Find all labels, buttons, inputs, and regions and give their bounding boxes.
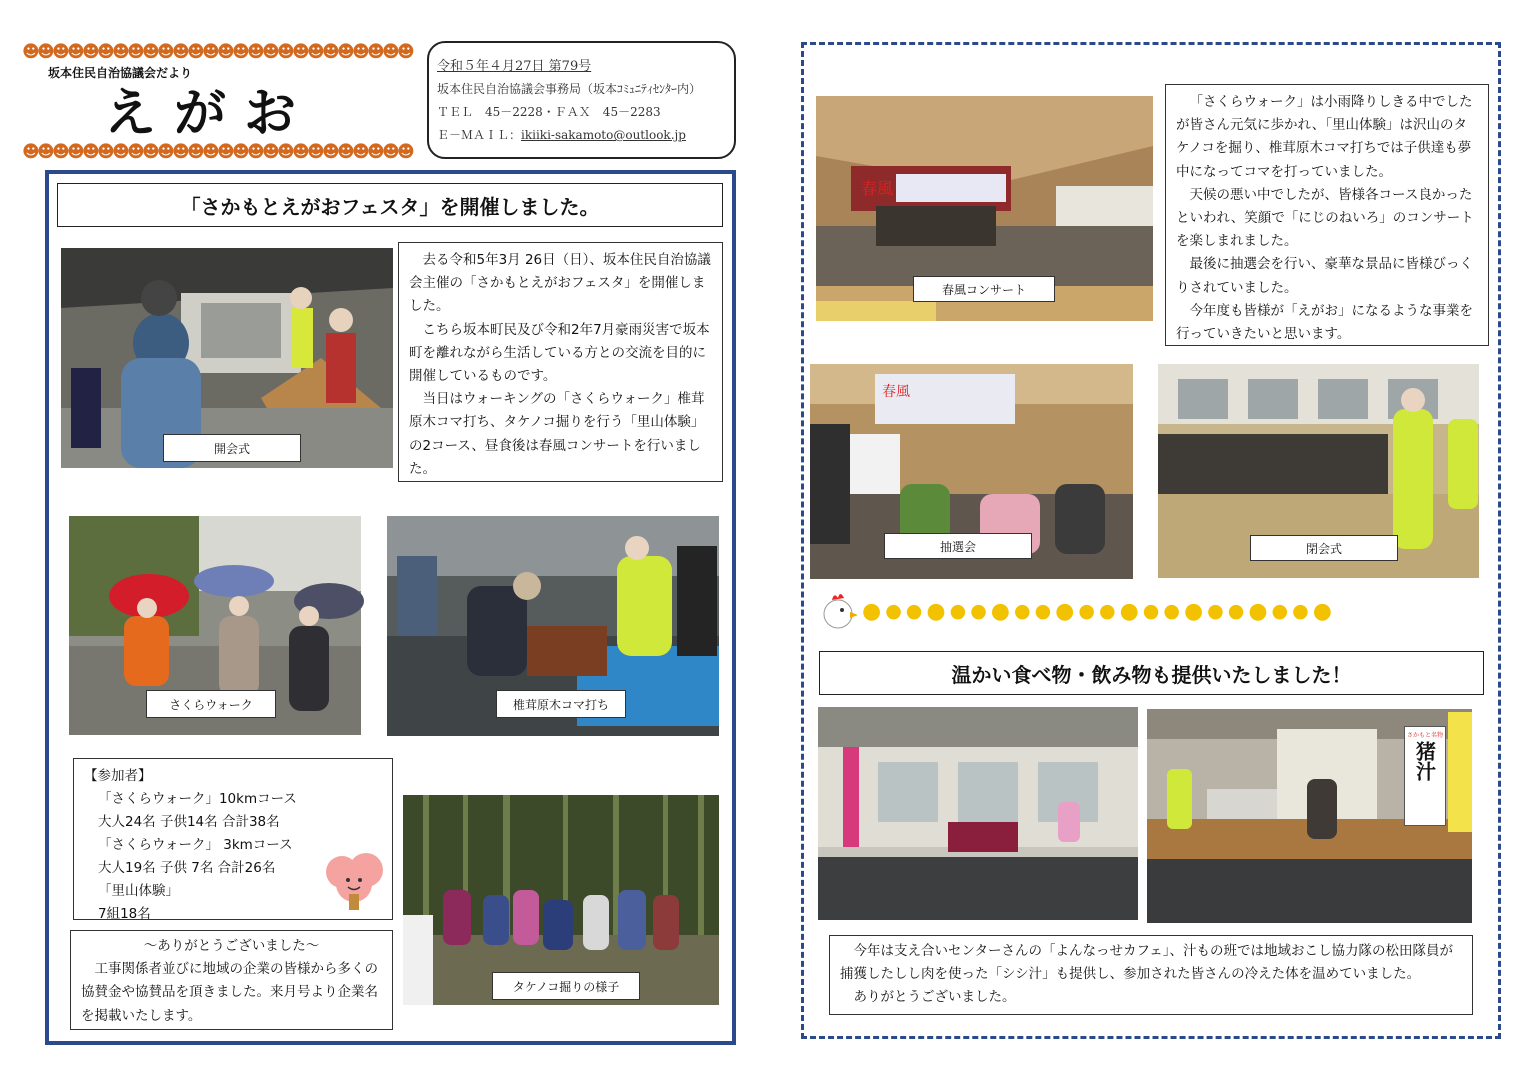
person-figure-icon: ☻ bbox=[232, 42, 250, 62]
caption-lottery: 抽選会 bbox=[884, 533, 1032, 559]
person-figure-icon: ☻ bbox=[247, 142, 265, 162]
person-figure-icon: ☻ bbox=[352, 142, 370, 162]
thanks-heading: ～ありがとうございました～ bbox=[143, 938, 320, 954]
chick-icon: ● bbox=[926, 598, 946, 624]
person-figure-icon: ☻ bbox=[292, 42, 310, 62]
person-figure-icon: ☻ bbox=[52, 42, 70, 62]
person-figure-icon: ☻ bbox=[217, 142, 235, 162]
person-figure-icon: ☻ bbox=[262, 142, 280, 162]
intro-paragraph: 当日はウォーキングの「さくらウォーク」椎茸原木コマ打ち、タケノコ掘りを行う「里山体験」の2コース、昼食後は春風コンサートを行いました。 bbox=[409, 391, 705, 477]
chick-icon: ● bbox=[1119, 598, 1139, 624]
chick-icon: ● bbox=[885, 600, 902, 622]
person-figure-icon: ☻ bbox=[82, 142, 100, 162]
person-figure-icon: ☻ bbox=[52, 142, 70, 162]
food-text bbox=[829, 935, 1473, 1015]
svg-text:春風: 春風 bbox=[882, 384, 910, 400]
chick-icon: ● bbox=[1227, 600, 1245, 622]
svg-text:春風: 春風 bbox=[861, 179, 894, 198]
caption-spring-concert: 春風コンサート bbox=[913, 276, 1055, 302]
person-figure-icon: ☻ bbox=[127, 142, 145, 162]
person-figure-icon: ☻ bbox=[202, 142, 220, 162]
person-figure-icon: ☻ bbox=[82, 42, 100, 62]
food-paragraph: ありがとうございました。 bbox=[853, 989, 1016, 1005]
intro-paragraph: こちら坂本町民及び令和2年7月豪雨災害で坂本町を離れながら生活している方との交流を目的に開催しているものです。 bbox=[409, 321, 710, 385]
person-figure-icon: ☻ bbox=[22, 42, 40, 62]
person-figure-icon: ☻ bbox=[367, 42, 385, 62]
caption-opening-ceremony: 開会式 bbox=[163, 434, 301, 462]
person-figure-icon: ☻ bbox=[337, 142, 355, 162]
caption-closing-ceremony: 閉会式 bbox=[1250, 535, 1398, 561]
chick-icon: ● bbox=[1292, 600, 1309, 622]
person-figure-icon: ☻ bbox=[307, 142, 325, 162]
participants-heading: 【参加者】 bbox=[84, 768, 152, 784]
yellow-banner bbox=[1448, 712, 1472, 832]
person-figure-icon: ☻ bbox=[97, 42, 115, 62]
rooster-icon bbox=[818, 588, 858, 634]
participant-line: 7組18名 bbox=[98, 906, 151, 922]
food-heading: 温かい食べ物・飲み物も提供いたしました！ bbox=[819, 651, 1484, 695]
participant-line: 大人24名 子供14名 合計38名 bbox=[98, 814, 280, 830]
decorative-people-border-top bbox=[22, 42, 415, 62]
person-figure-icon: ☻ bbox=[157, 142, 175, 162]
tel-fax: ＴＥＬ 45－2228・ＦＡＸ 45－2283 bbox=[437, 105, 661, 119]
report-paragraph: 天候の悪い中でしたが、皆様各コース良かったといわれ、笑顔で「にじのねいろ」のコンサートを楽しまれました。 bbox=[1176, 186, 1474, 250]
person-figure-icon: ☻ bbox=[172, 142, 190, 162]
person-figure-icon: ☻ bbox=[397, 42, 415, 62]
person-figure-icon: ☻ bbox=[337, 42, 355, 62]
person-figure-icon: ☻ bbox=[22, 142, 40, 162]
office-name: 坂本住民自治協議会事務局（坂本ｺﾐｭﾆﾃｨｾﾝﾀｰ内） bbox=[437, 82, 702, 96]
person-figure-icon: ☻ bbox=[382, 142, 400, 162]
chick-icon: ● bbox=[990, 598, 1010, 624]
chick-icon: ● bbox=[1098, 600, 1116, 622]
thanks-box bbox=[70, 930, 393, 1030]
participant-line: 「さくらウォーク」 3kmコース bbox=[98, 837, 293, 853]
decorative-chick-border bbox=[818, 588, 1478, 634]
festa-report-text bbox=[1165, 84, 1489, 346]
chick-icon: ● bbox=[1248, 598, 1268, 624]
issue-date: 令和５年４月27日 第79号 bbox=[437, 59, 592, 74]
chick-icon: ● bbox=[1142, 600, 1160, 622]
person-figure-icon: ☻ bbox=[67, 142, 85, 162]
person-figure-icon: ☻ bbox=[202, 42, 220, 62]
chick-icon: ● bbox=[1078, 600, 1095, 622]
person-figure-icon: ☻ bbox=[307, 42, 325, 62]
person-figure-icon: ☻ bbox=[247, 42, 265, 62]
chick-icon: ● bbox=[1207, 600, 1224, 622]
person-figure-icon: ☻ bbox=[37, 42, 55, 62]
email-link[interactable]: ikiiki-sakamoto@outlook.jp bbox=[521, 128, 686, 142]
caption-shiitake-drilling: 椎茸原木コマ打ち bbox=[496, 690, 626, 718]
person-figure-icon: ☻ bbox=[277, 42, 295, 62]
person-figure-icon: ☻ bbox=[142, 142, 160, 162]
person-figure-icon: ☻ bbox=[187, 42, 205, 62]
chick-icon: ● bbox=[1312, 598, 1332, 624]
person-figure-icon: ☻ bbox=[367, 142, 385, 162]
participant-line: 「さくらウォーク」10kmコース bbox=[98, 791, 297, 807]
intro-paragraph: 去る令和5年3月 26日（日）、坂本住民自治協議会主催の「さかもとえがおフェスタ」を開催しました。 bbox=[409, 252, 711, 315]
chick-icon: ● bbox=[1013, 600, 1031, 622]
participant-line: 「里山体験」 bbox=[98, 883, 179, 899]
chick-icon: ● bbox=[949, 600, 967, 622]
masthead-subtitle: 坂本住民自治協議会だより bbox=[48, 66, 193, 80]
masthead-title: えがお bbox=[104, 83, 315, 144]
person-figure-icon: ☻ bbox=[262, 42, 280, 62]
person-figure-icon: ☻ bbox=[322, 42, 340, 62]
person-figure-icon: ☻ bbox=[187, 142, 205, 162]
person-figure-icon: ☻ bbox=[97, 142, 115, 162]
report-paragraph: 「さくらウォーク」は小雨降りしきる中でしたが皆さん元気に歩かれ、「里山体験」は沢山のタケノコを掘り、椎茸原木コマ打ちでは子供達も夢中になってコマを打っていました。 bbox=[1176, 94, 1473, 180]
person-figure-icon: ☻ bbox=[142, 42, 160, 62]
email-label: Ｅ－ＭＡＩＬ： bbox=[437, 128, 522, 142]
person-figure-icon: ☻ bbox=[157, 42, 175, 62]
festa-intro-text bbox=[398, 242, 723, 482]
chick-icon: ● bbox=[1034, 600, 1052, 622]
food-paragraph: 今年は支え合いセンターさんの「よんなっせカフェ」、汁もの班では地域おこし協力隊の松田隊員が捕獲したしし肉を使った「シシ汁」も提供し、参加された皆さんの冷えた体を温めていました。 bbox=[840, 943, 1454, 982]
person-figure-icon: ☻ bbox=[67, 42, 85, 62]
chick-icon: ● bbox=[1183, 598, 1204, 624]
person-figure-icon: ☻ bbox=[397, 142, 415, 162]
decorative-people-border-bottom bbox=[22, 142, 415, 162]
caption-sakura-walk: さくらウォーク bbox=[146, 690, 276, 718]
thanks-body: 工事関係者並びに地域の企業の皆様から多くの協賛金や協賛品を頂きました。来月号より企業名を掲載いたします。 bbox=[81, 961, 378, 1024]
person-figure-icon: ☻ bbox=[352, 42, 370, 62]
person-figure-icon: ☻ bbox=[37, 142, 55, 162]
chick-icon: ● bbox=[862, 598, 882, 624]
chick-icon: ● bbox=[1271, 600, 1289, 622]
sign-label: 猪汁 bbox=[1412, 741, 1437, 781]
person-figure-icon: ☻ bbox=[127, 42, 145, 62]
email-line bbox=[437, 124, 734, 147]
person-figure-icon: ☻ bbox=[217, 42, 235, 62]
chick-icon: ● bbox=[1055, 598, 1075, 624]
person-figure-icon: ☻ bbox=[112, 42, 130, 62]
participant-line: 大人19名 子供 7名 合計26名 bbox=[98, 860, 276, 876]
chick-icon: ● bbox=[970, 600, 987, 622]
chick-icon: ● bbox=[905, 600, 923, 622]
person-figure-icon: ☻ bbox=[382, 42, 400, 62]
festa-heading: 「さかもとえがおフェスタ」を開催しました。 bbox=[57, 183, 723, 227]
report-paragraph: 今年度も皆様が「えがお」になるような事業を行っていきたいと思います。 bbox=[1176, 302, 1473, 343]
inoshishi-jiru-sign bbox=[1404, 726, 1446, 826]
person-figure-icon: ☻ bbox=[172, 42, 190, 62]
chick-icon: ● bbox=[1163, 600, 1180, 622]
person-figure-icon: ☻ bbox=[322, 142, 340, 162]
issue-info-box bbox=[427, 41, 736, 159]
person-figure-icon: ☻ bbox=[292, 142, 310, 162]
smiling-tree-icon bbox=[322, 850, 388, 912]
person-figure-icon: ☻ bbox=[112, 142, 130, 162]
photo-cafe-booth bbox=[818, 707, 1138, 920]
caption-bamboo-digging: タケノコ掘りの様子 bbox=[492, 972, 640, 1000]
report-paragraph: 最後に抽選会を行い、豪華な景品に皆様びっくりされていました。 bbox=[1176, 256, 1473, 296]
sign-small-label: さかもと名物 bbox=[1406, 732, 1443, 739]
person-figure-icon: ☻ bbox=[277, 142, 295, 162]
person-figure-icon: ☻ bbox=[232, 142, 250, 162]
